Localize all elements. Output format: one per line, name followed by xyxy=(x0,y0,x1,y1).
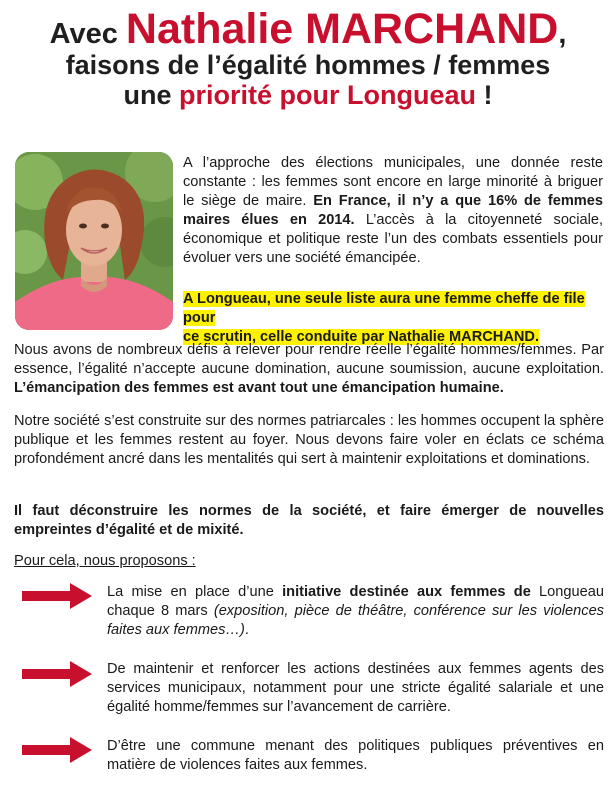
proposal-1-end: . xyxy=(244,622,249,638)
intro-text-2: L’accès à la citoyenneté sociale, économique et politique reste l’un des combats essentiels pour évoluer vers une société émancipée. xyxy=(183,212,603,266)
red-arrow-icon xyxy=(22,582,92,610)
proposal-item xyxy=(107,583,604,640)
paragraph-deconstruct: Il faut déconstruire les normes de la société, et faire émerger de nouvelles empreintes d’égalité et de mixité. xyxy=(14,503,604,538)
paragraph-challenges-bold: L’émancipation des femmes est avant tout une émancipation humaine. xyxy=(14,380,504,396)
title-exclamation: ! xyxy=(476,80,493,110)
proposal-1-bold: initiative destinée aux femmes de xyxy=(282,584,531,600)
proposal-1-italic: (exposition, pièce de théâtre, conférence sur les violences faites aux femmes…) xyxy=(107,603,604,638)
proposal-item: D’être une commune menant des politiques publiques préventives en matière de violences faites aux femmes. xyxy=(107,738,604,773)
paragraph-challenges-text: Nous avons de nombreux défis à relever pour rendre réelle l’égalité hommes/femmes. Par essence, l’égalité n’accepte aucune domination, aucune soumission, aucune exploitation. xyxy=(14,342,604,377)
intro-text-1: A l’approche des élections municipales, une donnée reste constante : les femmes sont encore en large minorité à briguer le siège de maire. xyxy=(183,155,603,209)
title-line-2: faisons de l’égalité hommes / femmes xyxy=(65,50,551,80)
candidate-photo xyxy=(15,152,173,330)
proposal-1-middle: Longueau chaque 8 mars xyxy=(107,584,604,619)
candidate-name: Nathalie MARCHAND xyxy=(125,5,559,53)
highlight-line-1: A Longueau, une seule liste aura une femme cheffe de file pour xyxy=(183,291,585,326)
title-line-1 xyxy=(0,5,616,53)
title-prefix: Avec xyxy=(49,18,126,50)
paragraph-patriarchal-norms: Notre société s’est construite sur des normes patriarcales : les hommes occupent la sphère publique et les femmes restent au foyer. Nous devons faire voler en éclats ce schéma profondément ancré dans les mentalités qui sert à maintenir exploitations et dominations. xyxy=(14,413,604,467)
intro-paragraph xyxy=(183,154,603,268)
proposals-intro: Pour cela, nous proposons : xyxy=(14,553,196,569)
title-priority: priorité pour Longueau xyxy=(179,80,476,110)
red-arrow-icon xyxy=(22,736,92,764)
red-arrow-icon xyxy=(22,660,92,688)
intro-bold-stat: En France, il n’y a que 16% de femmes maires élues en 2014. xyxy=(183,193,603,228)
proposal-item: De maintenir et renforcer les actions destinées aux femmes agents des services municipaux, notamment pour une stricte égalité salariale et une égalité homme/femmes sur l’avancement de carrière. xyxy=(107,661,604,715)
highlight-block xyxy=(183,290,603,347)
highlight-line-2: ce scrutin, celle conduite par Nathalie MARCHAND. xyxy=(183,329,540,345)
title-line-3 xyxy=(0,82,616,109)
title-comma: , xyxy=(558,18,567,50)
proposal-1-prefix: La mise en place d’une xyxy=(107,584,283,600)
paragraph-challenges xyxy=(14,341,604,398)
header xyxy=(0,5,616,110)
title-line-3-prefix: une xyxy=(123,80,179,110)
